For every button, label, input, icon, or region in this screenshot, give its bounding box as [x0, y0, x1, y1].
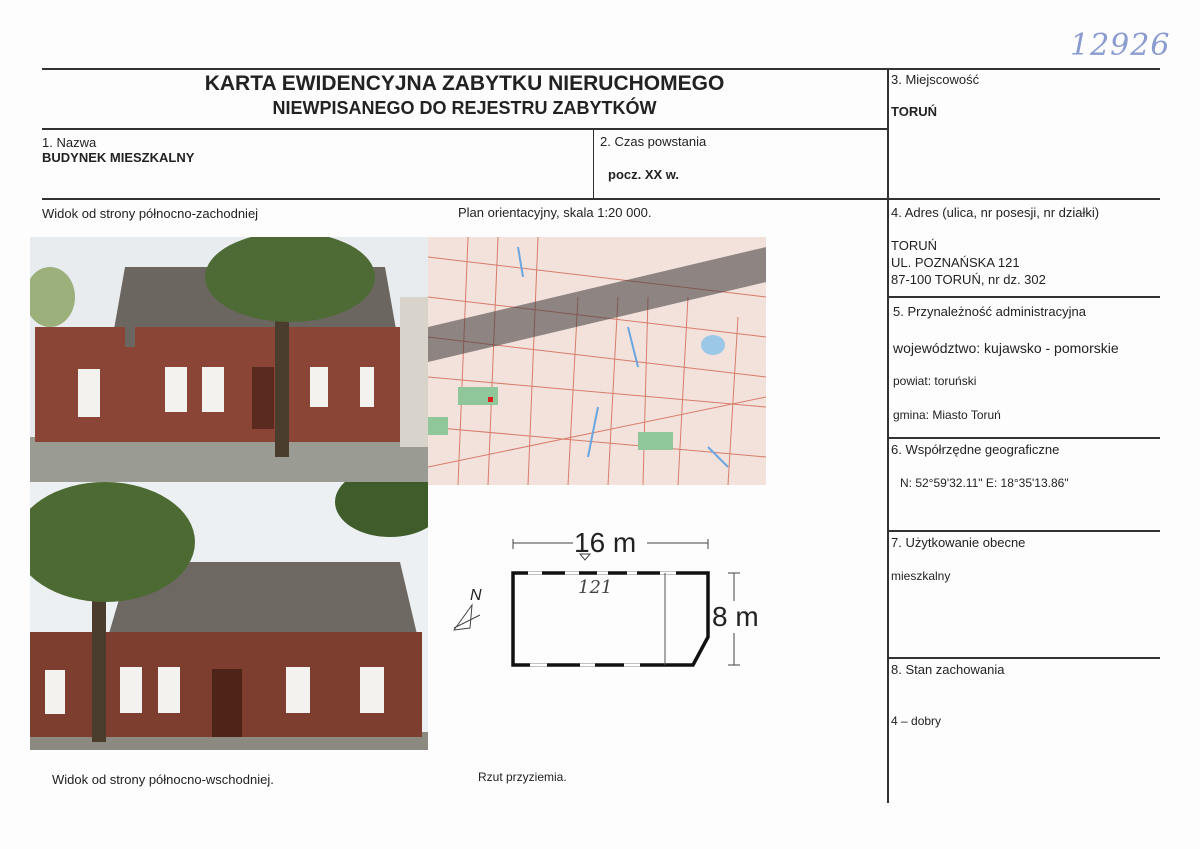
admin-label: 5. Przynależność administracyjna: [893, 304, 1086, 319]
coords-label: 6. Współrzędne geograficzne: [891, 442, 1060, 457]
divider: [887, 530, 1160, 532]
divider: [887, 296, 1160, 298]
title-line2: NIEWPISANEGO DO REJESTRU ZABYTKÓW: [272, 98, 657, 118]
condition-value: 4 – dobry: [891, 714, 942, 728]
condition-label: 8. Stan zachowania: [891, 662, 1005, 677]
divider: [593, 128, 594, 198]
caption-view-ne: Widok od strony północno-wschodniej.: [52, 772, 274, 787]
photo-northeast-view: [30, 482, 428, 750]
address-line1: TORUŃ: [891, 238, 937, 253]
orientation-map: [428, 237, 766, 485]
title-line1: KARTA EWIDENCYJNA ZABYTKU NIERUCHOMEGO: [204, 72, 725, 95]
divider: [887, 68, 889, 803]
divider: [42, 68, 1160, 70]
divider: [887, 437, 1160, 439]
usage-label: 7. Użytkowanie obecne: [891, 535, 1026, 550]
name-label: 1. Nazwa: [42, 135, 97, 150]
divider: [42, 128, 887, 130]
locality-label: 3. Miejscowość: [891, 72, 980, 87]
date-value: pocz. XX w.: [608, 167, 680, 182]
divider: [887, 657, 1160, 659]
divider: [42, 198, 1160, 200]
caption-view-nw: Widok od strony północno-zachodniej: [42, 206, 259, 221]
coords-value: N: 52°59'32.11" E: 18°35'13.86": [900, 476, 1069, 490]
commune: gmina: Miasto Toruń: [893, 408, 1001, 422]
address-label: 4. Adres (ulica, nr posesji, nr działki): [891, 205, 1100, 220]
address-line3: 87-100 TORUŃ, nr dz. 302: [891, 272, 1046, 287]
voivodeship: województwo: kujawsko - pomorskie: [893, 340, 1119, 356]
caption-plan: Plan orientacyjny, skala 1:20 000.: [458, 205, 652, 220]
county: powiat: toruński: [893, 374, 977, 388]
caption-floor-plan: Rzut przyziemia.: [478, 770, 567, 784]
north-arrow-label: N: [470, 587, 482, 604]
photo-northwest-view: [30, 237, 428, 482]
date-label: 2. Czas powstania: [600, 134, 707, 149]
floor-plan-width-label: 16 m: [574, 527, 637, 558]
handwritten-number: 12926: [1070, 28, 1171, 63]
name-value: BUDYNEK MIESZKALNY: [42, 150, 195, 165]
usage-value: mieszkalny: [891, 569, 951, 583]
building-number: 121: [578, 577, 613, 598]
address-line2: UL. POZNAŃSKA 121: [891, 255, 1020, 270]
floor-plan-drawing: [440, 525, 780, 675]
locality-value: TORUŃ: [891, 104, 937, 119]
floor-plan-depth-label: 8 m: [712, 601, 759, 632]
